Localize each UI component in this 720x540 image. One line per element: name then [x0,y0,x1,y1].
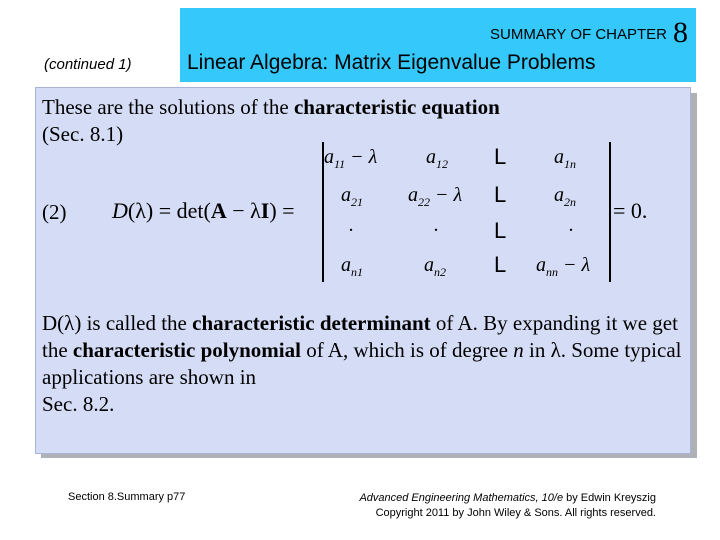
footer-section-ref: Section 8.Summary p77 [68,491,186,503]
para-n: n [513,338,524,362]
para-bold-2: characteristic polynomial [72,338,301,362]
matrix-entry-a11: $a_{11} - \lambda$ [324,146,378,171]
chapter-header [180,8,696,82]
matrix-entry-a22: $a_{22} - \lambda$ [408,184,463,209]
footer-credits [359,491,656,521]
para-part-5: Sec. 8.2. [42,392,115,416]
vertical-dots-col-2: . [434,214,439,236]
chapter-title: Linear Algebra: Matrix Eigenvalue Problems [187,51,596,74]
explanation-paragraph [42,310,682,418]
ellipsis-row-3: L [494,218,507,243]
footer-author: by Edwin Kreyszig [566,492,656,504]
lhs-close: ) = [269,198,295,223]
chapter-label: SUMMARY OF CHAPTER [490,26,667,43]
intro-plain: These are the solutions of the [42,95,289,119]
matrix-entry-an1: $a_{n1}$ [341,254,363,279]
intro-text [42,94,500,148]
lhs-lambda: (λ) = det( [127,198,211,223]
determinant-right-bar [609,142,611,282]
ellipsis-row-1: L [494,144,507,169]
matrix-entry-a1n: $a_{1n}$ [554,146,576,171]
continued-label: (continued 1) [44,56,132,73]
vertical-dots-col-n: . [569,214,574,236]
lhs-A: A [210,198,227,223]
intro-bold-term: characteristic equation [293,95,500,119]
lhs-I: I [260,198,270,223]
lhs-D: D [112,198,128,223]
intro-section-ref: (Sec. 8.1) [42,122,124,146]
para-bold-1: characteristic determinant [192,311,431,335]
matrix-entry-a12: $a_{12}$ [426,146,448,171]
vertical-dots-col-1: . [349,214,354,236]
para-part-4: in λ. Some typical applications are shown in [42,338,682,389]
content-box [35,87,691,454]
ellipsis-row-4: L [494,252,507,277]
para-part-1: D(λ) is called the [42,311,187,335]
equation-lhs [112,198,295,224]
footer-copyright: Copyright 2011 by John Wiley & Sons. All rights reserved. [375,507,656,519]
equation-number: (2) [42,200,67,224]
lhs-minus: − λ [226,198,261,223]
matrix-entry-ann: $a_{nn} - \lambda$ [536,254,591,279]
matrix-entry-a21: $a_{21}$ [341,184,363,209]
ellipsis-row-2: L [494,182,507,207]
footer-book-title: Advanced Engineering Mathematics, 10/e [359,492,564,504]
para-part-3: of A, which is of degree [306,338,508,362]
matrix-entry-a2n: $a_{2n}$ [554,184,576,209]
chapter-number: 8 [673,16,688,49]
matrix-entry-an2: $a_{n2}$ [424,254,446,279]
para-part-2: of A. By expanding it we get the [42,311,678,362]
chapter-label-line [490,16,688,50]
equation-rhs: = 0. [613,198,648,223]
